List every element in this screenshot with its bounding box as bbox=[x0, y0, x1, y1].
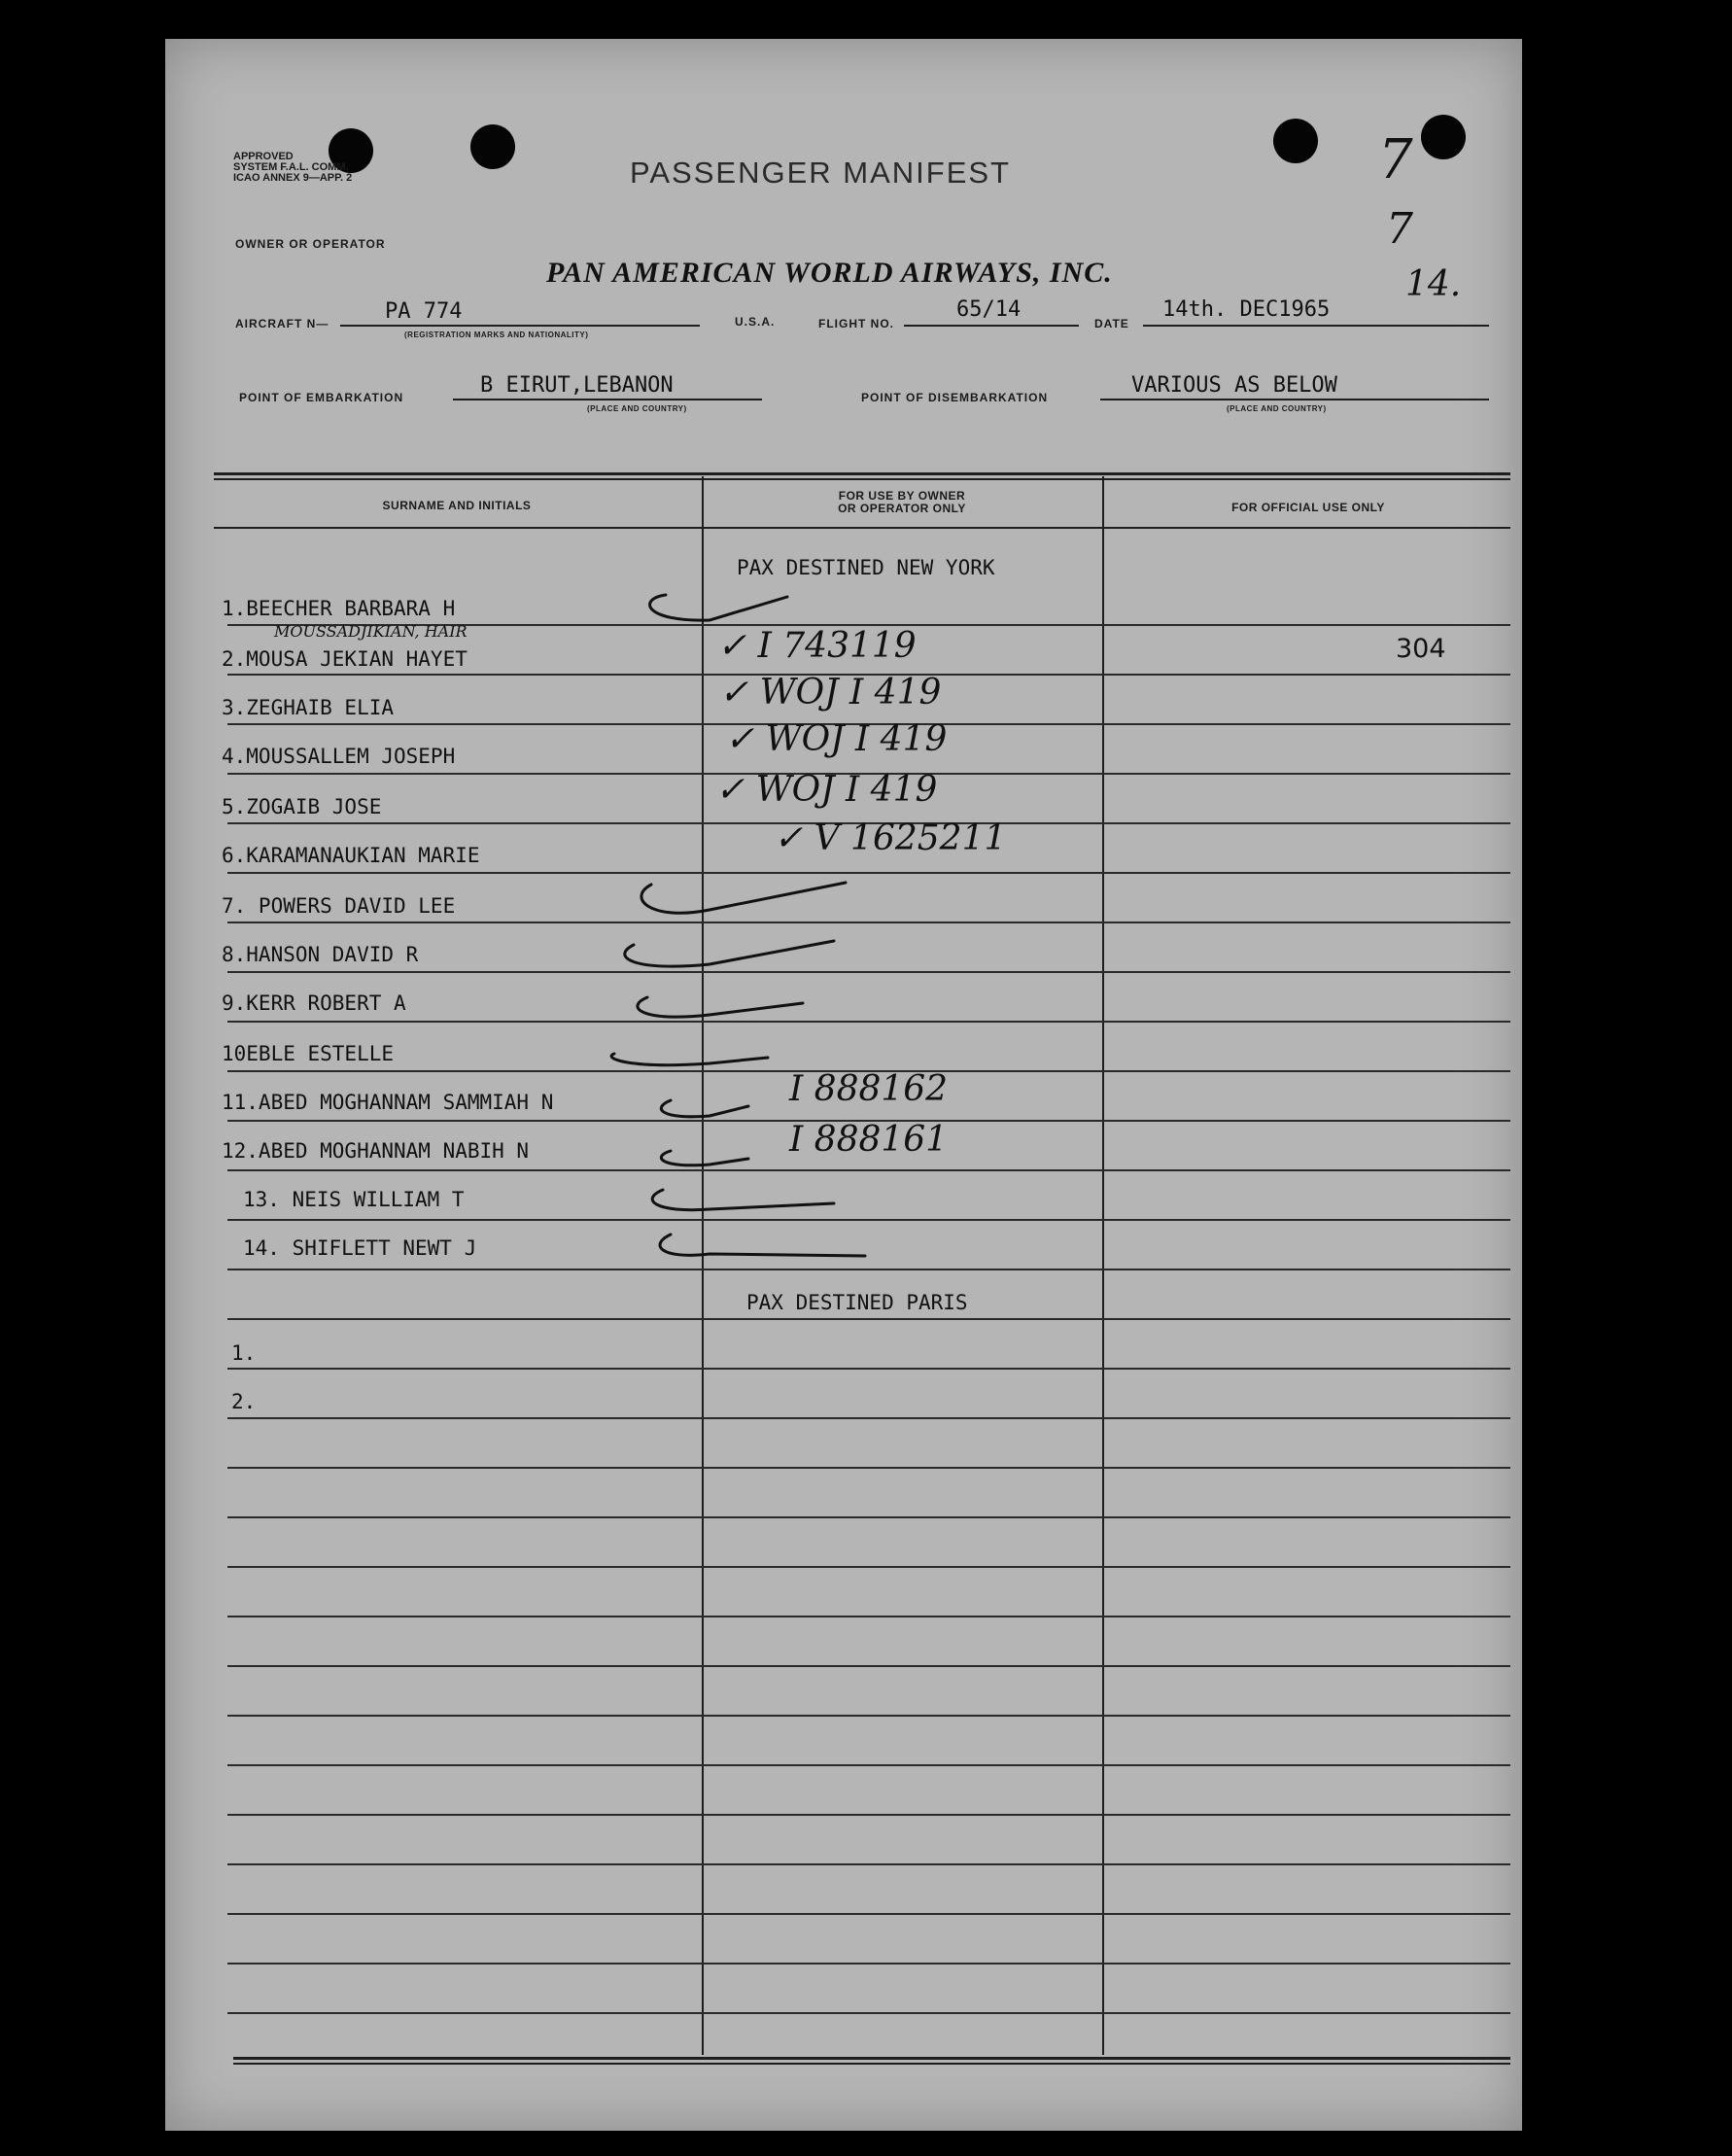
passenger-annotation: MOUSSADJIKIAN, HAIR bbox=[274, 622, 468, 641]
disembarkation-label: POINT OF DISEMBARKATION bbox=[861, 391, 1049, 404]
operator-note: ✓ I 743119 bbox=[717, 626, 917, 666]
check-stroke bbox=[661, 1151, 748, 1165]
approval-line: ICAO ANNEX 9—APP. 2 bbox=[233, 172, 353, 184]
check-stroke bbox=[652, 1190, 834, 1210]
check-stroke bbox=[625, 941, 834, 966]
aircraft-sub: (REGISTRATION MARKS AND NATIONALITY) bbox=[404, 330, 589, 339]
passenger-name: 7. POWERS DAVID LEE bbox=[222, 894, 456, 918]
passenger-name: 1.BEECHER BARBARA H bbox=[222, 597, 456, 620]
passenger-name: 5.ZOGAIB JOSE bbox=[222, 795, 382, 818]
corner-mark: 14. bbox=[1405, 264, 1462, 304]
owner-value: PAN AMERICAN WORLD AIRWAYS, INC. bbox=[546, 257, 1113, 289]
check-stroke bbox=[661, 1100, 748, 1117]
aircraft-label: AIRCRAFT N— bbox=[235, 317, 329, 330]
surname-column-header: SURNAME AND INITIALS bbox=[382, 499, 532, 512]
check-stroke bbox=[641, 883, 846, 913]
passenger-name: 3.ZEGHAIB ELIA bbox=[222, 696, 395, 719]
section-paris: PAX DESTINED PARIS bbox=[746, 1291, 968, 1314]
operator-note: ✓ WOJ I 419 bbox=[719, 673, 942, 713]
disembarkation-sub: (PLACE AND COUNTRY) bbox=[1227, 404, 1327, 413]
operator-note: I 888161 bbox=[789, 1120, 949, 1160]
passenger-name: 11.ABED MOGHANNAM SAMMIAH N bbox=[222, 1091, 554, 1114]
passenger-name: 10EBLE ESTELLE bbox=[222, 1042, 395, 1065]
passenger-name: 12.ABED MOGHANNAM NABIH N bbox=[222, 1139, 530, 1163]
operator-note: ✓ V 1625211 bbox=[774, 818, 1007, 858]
operator-note: ✓ WOJ I 419 bbox=[715, 770, 938, 810]
approval-line: APPROVED bbox=[233, 151, 294, 162]
flight-label: FLIGHT NO. bbox=[818, 317, 894, 330]
operator-note: ✓ WOJ I 419 bbox=[725, 719, 948, 759]
corner-mark: 7 bbox=[1386, 204, 1413, 254]
check-stroke bbox=[638, 997, 803, 1017]
embarkation-sub: (PLACE AND COUNTRY) bbox=[587, 404, 687, 413]
section-new-york: PAX DESTINED NEW YORK bbox=[737, 556, 995, 579]
corner-mark: 7 bbox=[1378, 128, 1413, 191]
check-stroke bbox=[650, 595, 787, 620]
aircraft-value: PA 774 bbox=[385, 299, 463, 324]
check-stroke bbox=[611, 1054, 768, 1065]
passenger-name: 4.MOUSSALLEM JOSEPH bbox=[222, 745, 456, 768]
embarkation-value: B EIRUT,LEBANON bbox=[480, 373, 674, 398]
passenger-name: 8.HANSON DAVID R bbox=[222, 943, 419, 966]
approval-line: SYSTEM F.A.L. COMM. bbox=[233, 161, 349, 173]
page-title: PASSENGER MANIFEST bbox=[630, 156, 1011, 190]
usa-label: U.S.A. bbox=[735, 315, 776, 329]
operator-note: I 888162 bbox=[789, 1069, 949, 1109]
check-stroke bbox=[660, 1234, 865, 1256]
operator-header-line: OR OPERATOR ONLY bbox=[838, 502, 966, 515]
official-column-header: FOR OFFICIAL USE ONLY bbox=[1231, 501, 1385, 514]
flight-value: 65/14 bbox=[956, 297, 1022, 322]
official-value: 304 bbox=[1396, 634, 1446, 664]
paris-passenger-name: 2. bbox=[231, 1390, 257, 1413]
owner-label: OWNER OR OPERATOR bbox=[235, 237, 386, 251]
disembarkation-value: VARIOUS AS BELOW bbox=[1131, 373, 1337, 398]
passenger-name: 9.KERR ROBERT A bbox=[222, 991, 406, 1015]
passenger-name: 6.KARAMANAUKIAN MARIE bbox=[222, 844, 480, 867]
embarkation-label: POINT OF EMBARKATION bbox=[239, 391, 404, 404]
operator-header-line: FOR USE BY OWNER bbox=[838, 489, 966, 503]
passenger-name: 2.MOUSA JEKIAN HAYET bbox=[222, 647, 468, 671]
passenger-name: 14. SHIFLETT NEWT J bbox=[243, 1236, 477, 1260]
handwritten-strokes bbox=[165, 39, 1522, 2131]
manifest-sheet bbox=[165, 39, 1522, 2131]
passenger-name: 13. NEIS WILLIAM T bbox=[243, 1188, 465, 1211]
date-label: DATE bbox=[1094, 317, 1129, 330]
paris-passenger-name: 1. bbox=[231, 1341, 257, 1365]
date-value: 14th. DEC1965 bbox=[1162, 297, 1331, 322]
